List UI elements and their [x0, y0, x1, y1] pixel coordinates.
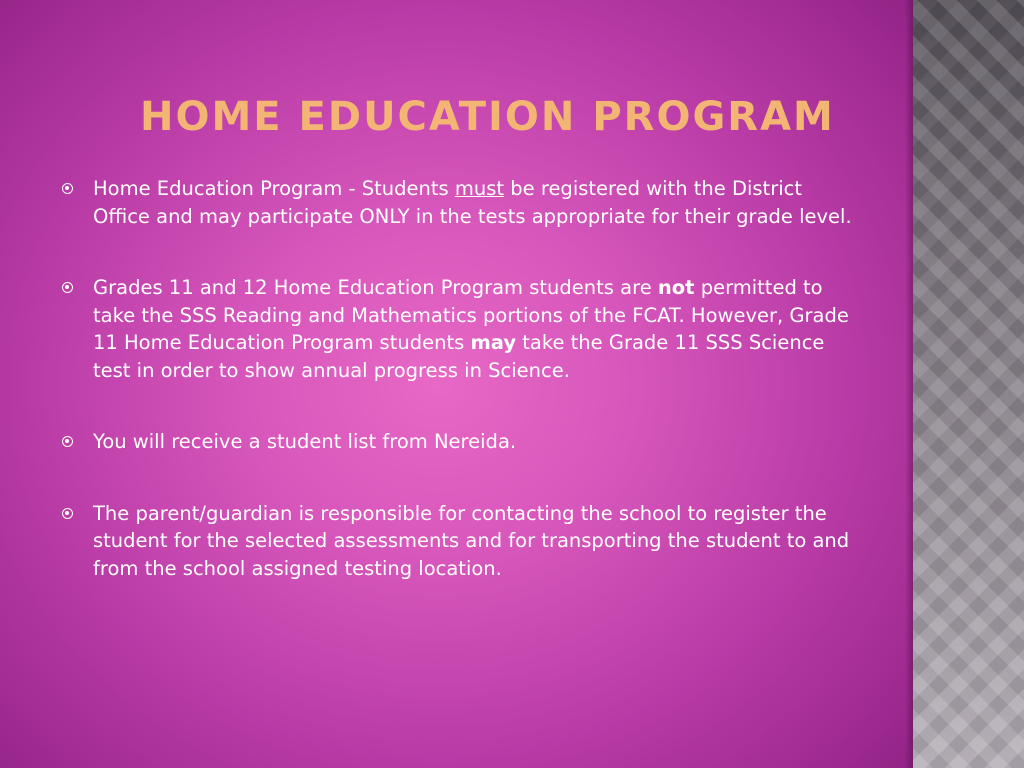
bullet-icon: [62, 282, 73, 293]
bullet-list: [62, 175, 852, 626]
emphasis-not: not: [657, 276, 695, 299]
bullet-text-3: You will receive a student list from Nereida.: [93, 430, 517, 453]
bullet-item-registration: [62, 175, 852, 230]
bullet-text-2-after: take the Grade 11 SSS Science test in order to show annual progress in Science.: [93, 331, 825, 382]
emphasis-must: must: [454, 177, 505, 200]
bullet-text-2-before: Grades 11 and 12 Home Education Program students are: [93, 276, 658, 299]
slide-title: HOME EDUCATION PROGRAM: [140, 94, 835, 140]
bullet-item-grades-11-12: [62, 274, 852, 384]
emphasis-may: may: [470, 331, 517, 354]
bullet-text-1-after: be registered with the District Office and may participate ONLY in the tests appropriate for their grade level.: [93, 177, 852, 228]
side-decorative-strip: [913, 0, 1024, 768]
bullet-icon: [62, 436, 73, 447]
bullet-text-2-middle: permitted to take the SSS Reading and Mathematics portions of the FCAT. However, Grade 11 Home Education Program students: [93, 276, 849, 354]
bullet-item-parent-guardian: [62, 500, 852, 583]
bullet-text-1-before: Home Education Program - Students: [93, 177, 455, 200]
bullet-icon: [62, 183, 73, 194]
bullet-text-4: The parent/guardian is responsible for contacting the school to register the student for the selected assessments and for transporting the student to and from the school assigned testing location.: [93, 501, 850, 580]
bullet-icon: [62, 508, 73, 519]
bullet-item-student-list: [62, 428, 852, 456]
